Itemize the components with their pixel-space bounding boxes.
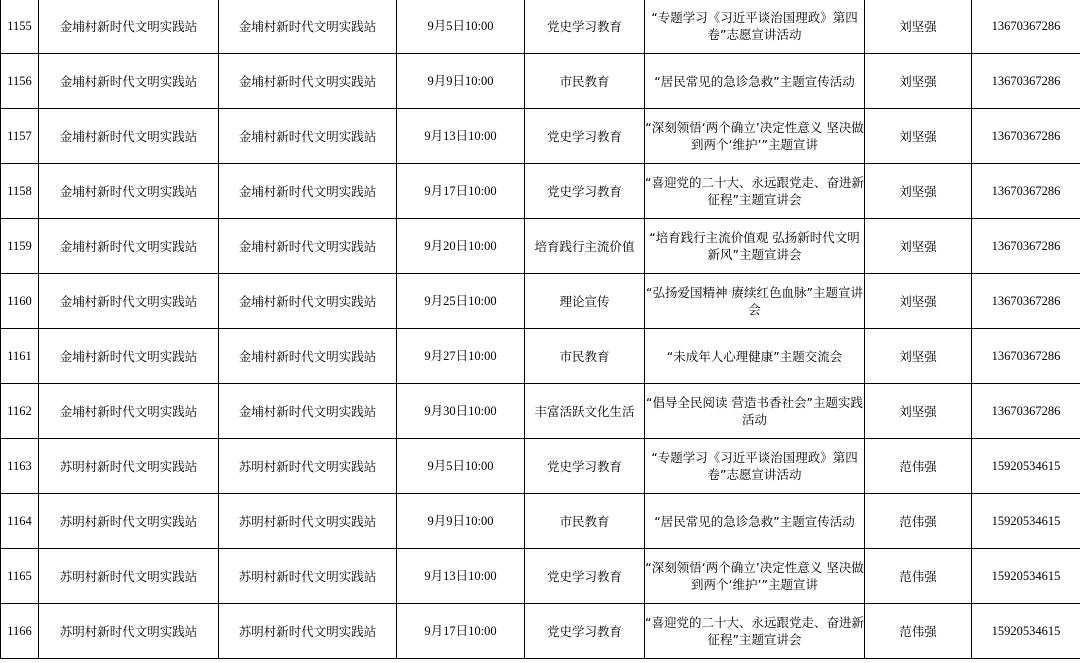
activity-category: 培育践行主流价值 [525,219,645,274]
contact-person: 范伟强 [865,439,972,494]
table-row [1,109,1080,164]
activity-site: 苏明村新时代文明实践站 [219,439,397,494]
table-row [1,164,1080,219]
row-number: 1162 [1,384,39,439]
activity-category: 市民教育 [525,54,645,109]
activity-site: 苏明村新时代文明实践站 [219,604,397,659]
activity-theme: “居民常见的急诊急救”主题宣传活动 [645,54,865,109]
row-number: 1158 [1,164,39,219]
contact-person: 刘坚强 [865,0,972,54]
station-name: 苏明村新时代文明实践站 [39,604,219,659]
row-number: 1157 [1,109,39,164]
activity-theme: “深刻领悟‘两个确立’决定性意义 坚决做到两个‘维护’”主题宣讲 [645,109,865,164]
contact-person: 刘坚强 [865,384,972,439]
table-row [1,329,1080,384]
row-number: 1161 [1,329,39,384]
activity-theme: “喜迎党的二十大、永远跟党走、奋进新征程”主题宣讲会 [645,164,865,219]
station-name: 金埔村新时代文明实践站 [39,384,219,439]
activity-site: 苏明村新时代文明实践站 [219,494,397,549]
activity-site: 金埔村新时代文明实践站 [219,54,397,109]
contact-person: 刘坚强 [865,164,972,219]
table-body [1,0,1080,659]
row-number: 1165 [1,549,39,604]
row-number: 1156 [1,54,39,109]
table-row [1,494,1080,549]
contact-phone: 13670367286 [972,0,1080,54]
activity-time: 9月5日10:00 [397,439,525,494]
station-name: 苏明村新时代文明实践站 [39,494,219,549]
activity-theme: “深刻领悟‘两个确立’决定性意义 坚决做到两个‘维护’”主题宣讲 [645,549,865,604]
contact-phone: 15920534615 [972,604,1080,659]
activity-category: 市民教育 [525,494,645,549]
table-row [1,604,1080,659]
activity-time: 9月9日10:00 [397,494,525,549]
table-row [1,0,1080,54]
activity-theme: “倡导全民阅读 营造书香社会”主题实践活动 [645,384,865,439]
activity-site: 金埔村新时代文明实践站 [219,164,397,219]
activity-time: 9月30日10:00 [397,384,525,439]
table-row [1,384,1080,439]
contact-phone: 13670367286 [972,384,1080,439]
activity-theme: “居民常见的急诊急救”主题宣传活动 [645,494,865,549]
contact-phone: 13670367286 [972,219,1080,274]
activity-theme: “未成年人心理健康”主题交流会 [645,329,865,384]
contact-phone: 13670367286 [972,109,1080,164]
station-name: 苏明村新时代文明实践站 [39,439,219,494]
activity-time: 9月20日10:00 [397,219,525,274]
activity-time: 9月25日10:00 [397,274,525,329]
table-row [1,219,1080,274]
activity-theme: “专题学习《习近平谈治国理政》第四卷”志愿宣讲活动 [645,0,865,54]
activity-time: 9月9日10:00 [397,54,525,109]
table-row [1,549,1080,604]
contact-person: 范伟强 [865,494,972,549]
contact-person: 范伟强 [865,604,972,659]
contact-person: 刘坚强 [865,329,972,384]
activity-theme: “喜迎党的二十大、永远跟党走、奋进新征程”主题宣讲会 [645,604,865,659]
activity-site: 金埔村新时代文明实践站 [219,0,397,54]
activity-category: 党史学习教育 [525,109,645,164]
row-number: 1159 [1,219,39,274]
activity-site: 金埔村新时代文明实践站 [219,384,397,439]
activity-category: 党史学习教育 [525,164,645,219]
contact-person: 刘坚强 [865,274,972,329]
activity-time: 9月17日10:00 [397,164,525,219]
contact-phone: 13670367286 [972,54,1080,109]
activity-time: 9月13日10:00 [397,109,525,164]
activity-site: 苏明村新时代文明实践站 [219,549,397,604]
contact-phone: 15920534615 [972,549,1080,604]
row-number: 1164 [1,494,39,549]
row-number: 1166 [1,604,39,659]
row-number: 1160 [1,274,39,329]
contact-person: 刘坚强 [865,219,972,274]
contact-person: 范伟强 [865,549,972,604]
row-number: 1155 [1,0,39,54]
table-row [1,54,1080,109]
station-name: 金埔村新时代文明实践站 [39,109,219,164]
contact-person: 刘坚强 [865,54,972,109]
table-row [1,274,1080,329]
contact-phone: 15920534615 [972,494,1080,549]
station-name: 金埔村新时代文明实践站 [39,0,219,54]
activity-category: 党史学习教育 [525,604,645,659]
station-name: 金埔村新时代文明实践站 [39,164,219,219]
activity-time: 9月13日10:00 [397,549,525,604]
contact-phone: 13670367286 [972,274,1080,329]
station-name: 金埔村新时代文明实践站 [39,219,219,274]
activity-site: 金埔村新时代文明实践站 [219,329,397,384]
table-row [1,439,1080,494]
activity-site: 金埔村新时代文明实践站 [219,109,397,164]
activity-category: 党史学习教育 [525,549,645,604]
contact-phone: 13670367286 [972,164,1080,219]
activity-category: 党史学习教育 [525,439,645,494]
activity-theme: “弘扬爱国精神 赓续红色血脉”主题宣讲会 [645,274,865,329]
contact-phone: 15920534615 [972,439,1080,494]
activity-site: 金埔村新时代文明实践站 [219,274,397,329]
activity-time: 9月5日10:00 [397,0,525,54]
activity-theme: “专题学习《习近平谈治国理政》第四卷”志愿宣讲活动 [645,439,865,494]
contact-person: 刘坚强 [865,109,972,164]
activity-category: 市民教育 [525,329,645,384]
activity-time: 9月27日10:00 [397,329,525,384]
activity-theme: “培育践行主流价值观 弘扬新时代文明新风”主题宣讲会 [645,219,865,274]
activity-category: 丰富活跃文化生活 [525,384,645,439]
station-name: 金埔村新时代文明实践站 [39,329,219,384]
station-name: 苏明村新时代文明实践站 [39,549,219,604]
activity-category: 党史学习教育 [525,0,645,54]
activity-site: 金埔村新时代文明实践站 [219,219,397,274]
station-name: 金埔村新时代文明实践站 [39,274,219,329]
activity-time: 9月17日10:00 [397,604,525,659]
row-number: 1163 [1,439,39,494]
station-name: 金埔村新时代文明实践站 [39,54,219,109]
contact-phone: 13670367286 [972,329,1080,384]
activity-category: 理论宣传 [525,274,645,329]
